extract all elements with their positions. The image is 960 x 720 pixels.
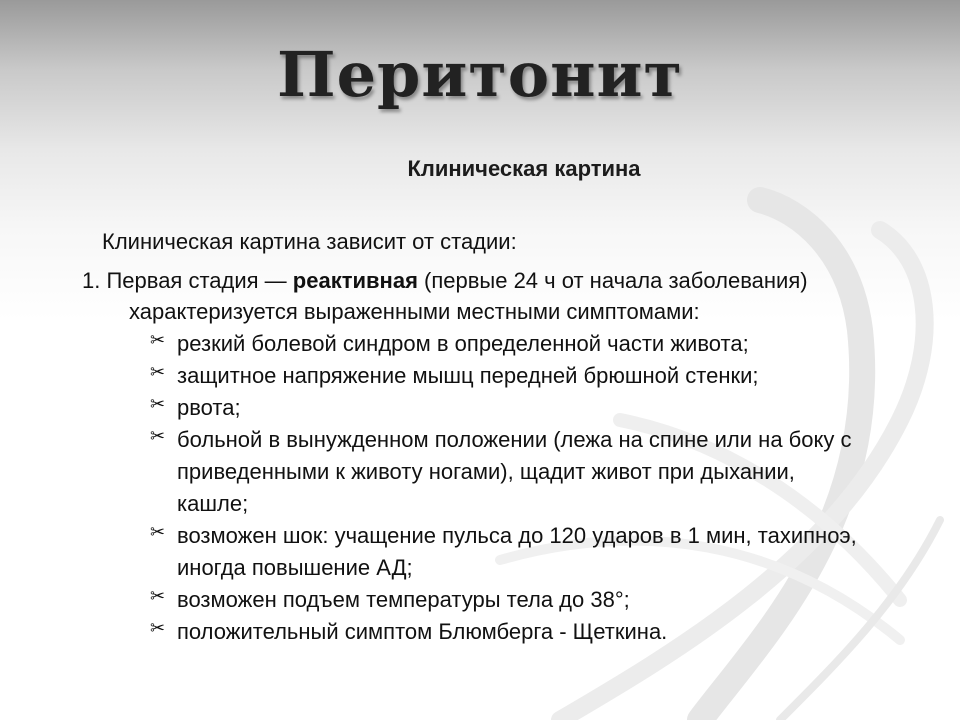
list-item bbox=[150, 424, 870, 520]
list-item-text: больной в вынужденном положении (лежа на спине или на боку с приведенными к животу ногами), щадит живот при дыхании, кашле; bbox=[177, 427, 852, 516]
list-item bbox=[150, 584, 870, 616]
list-item bbox=[150, 520, 870, 584]
list-item bbox=[150, 360, 870, 392]
list-item-text: положительный симптом Блюмберга - Щеткина. bbox=[177, 619, 668, 644]
scissors-icon: ✂ bbox=[150, 522, 166, 543]
list-item-text: резкий болевой синдром в определенной части живота; bbox=[177, 331, 749, 356]
slide-subtitle: Клиническая картина bbox=[407, 156, 641, 181]
scissors-icon: ✂ bbox=[150, 394, 166, 415]
scissors-icon: ✂ bbox=[150, 426, 166, 447]
stage-continuation: характеризуется выраженными местными симптомами: bbox=[129, 299, 700, 324]
scissors-icon: ✂ bbox=[150, 362, 166, 383]
list-item bbox=[150, 328, 870, 360]
slide-title: Перитонит bbox=[277, 38, 683, 111]
list-item-text: защитное напряжение мышц передней брюшной стенки; bbox=[177, 363, 759, 388]
list-item-text: возможен шок: учащение пульса до 120 ударов в 1 мин, тахипноэ, иногда повышение АД; bbox=[177, 523, 857, 580]
scissors-icon: ✂ bbox=[150, 330, 166, 351]
symptom-list bbox=[150, 328, 870, 648]
stage-number: 1. bbox=[82, 268, 101, 293]
list-item bbox=[150, 392, 870, 424]
list-item-text: рвота; bbox=[177, 395, 241, 420]
stage-prefix: Первая стадия — bbox=[100, 268, 293, 293]
stage-name: реактивная bbox=[292, 268, 418, 293]
scissors-icon: ✂ bbox=[150, 618, 166, 639]
intro-text: Клиническая картина зависит от стадии: bbox=[102, 229, 517, 254]
list-item bbox=[150, 616, 870, 648]
list-item-text: возможен подъем температуры тела до 38°; bbox=[177, 587, 630, 612]
stage-item bbox=[82, 265, 902, 297]
scissors-icon: ✂ bbox=[150, 586, 166, 607]
stage-suffix: (первые 24 ч от начала заболевания) bbox=[417, 268, 808, 293]
